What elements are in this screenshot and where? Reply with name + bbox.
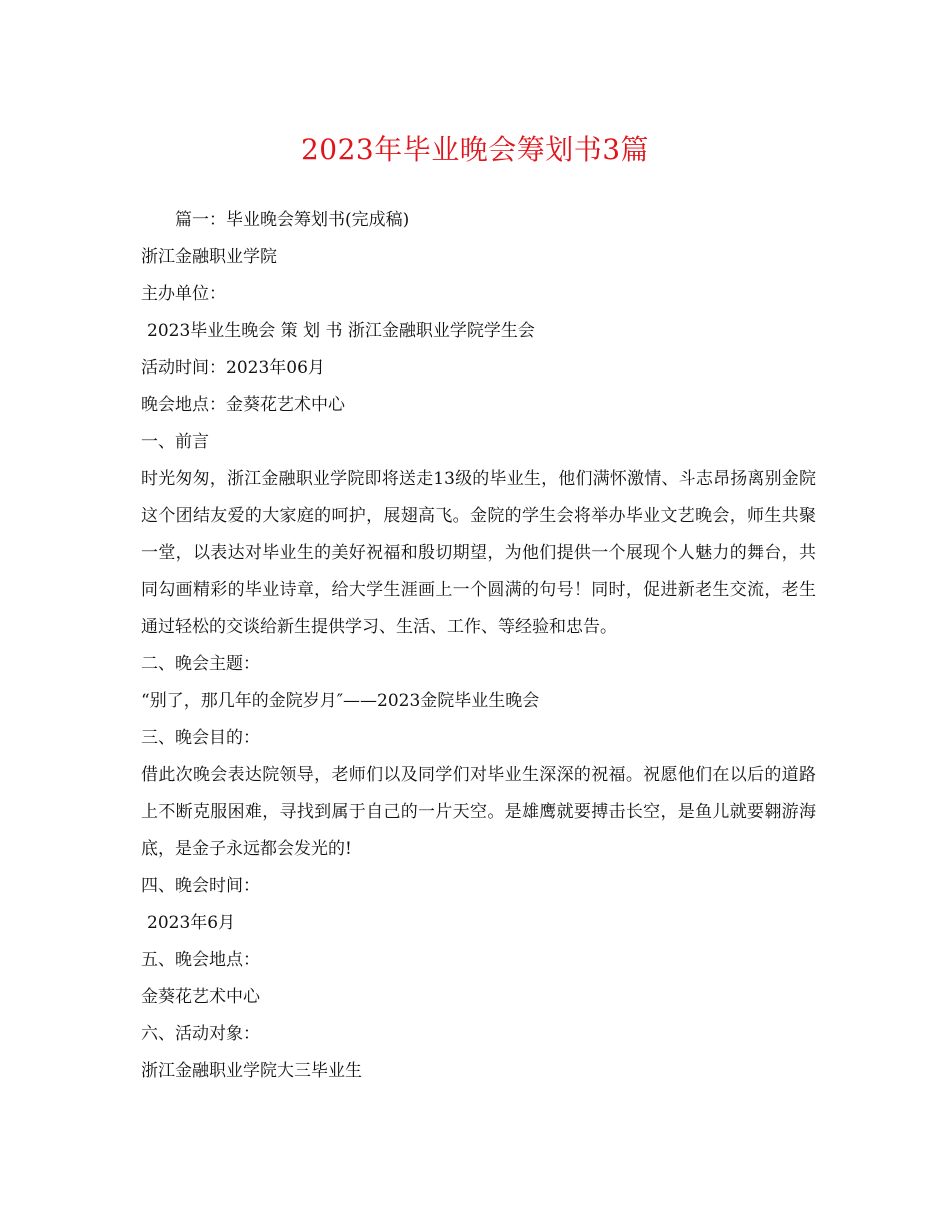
venue-line: 晚会地点：金葵花艺术中心: [141, 395, 345, 415]
audience-value: 浙江金融职业学院大三毕业生: [141, 1061, 362, 1081]
time-value: 2023年6月: [147, 913, 236, 933]
organizer-label: 主办单位：: [141, 284, 226, 304]
organizer-value: 2023毕业生晚会 策 划 书 浙江金融职业学院学生会: [147, 321, 535, 341]
purpose-paragraph: 借此次晚会表达院领导，老师们以及同学们对毕业生深深的祝福。祝愿他们在以后的道路上不断克服困难，寻找到属于自己的一片天空。是雄鹰就要搏击长空，是鱼儿就要翱游海底，是金子永远都会发光的!: [141, 765, 816, 859]
theme-heading: 二、晚会主题：: [141, 654, 260, 674]
purpose-heading: 三、晚会目的：: [141, 728, 260, 748]
preface-paragraph: 时光匆匆，浙江金融职业学院即将送走13级的毕业生，他们满怀激情、斗志昂扬离别金院这个团结友爱的大家庭的呵护，展翅高飞。金院的学生会将举办毕业文艺晚会，师生共聚一堂，以表达对毕业生的美好祝福和殷切期望，为他们提供一个展现个人魅力的舞台，共同勾画精彩的毕业诗章，给大学生涯画上一个圆满的句号！同时，促进新老生交流，老生通过轻松的交谈给新生提供学习、生活、工作、等经验和忠告。: [141, 469, 816, 637]
document-title: 2023年毕业晚会筹划书3篇: [300, 133, 650, 166]
place-value: 金葵花艺术中心: [141, 987, 260, 1007]
time-heading: 四、晚会时间：: [141, 876, 260, 896]
document-body: [141, 202, 816, 1090]
preface-heading: 一、前言: [141, 432, 209, 452]
section-heading: 篇一：毕业晚会筹划书(完成稿): [175, 210, 410, 230]
audience-heading: 六、活动对象：: [141, 1024, 260, 1044]
activity-time: 活动时间：2023年06月: [141, 358, 325, 378]
school-name: 浙江金融职业学院: [141, 247, 277, 267]
place-heading: 五、晚会地点：: [141, 950, 260, 970]
theme-value: “别了，那几年的金院岁月″——2023金院毕业生晚会: [141, 691, 540, 711]
